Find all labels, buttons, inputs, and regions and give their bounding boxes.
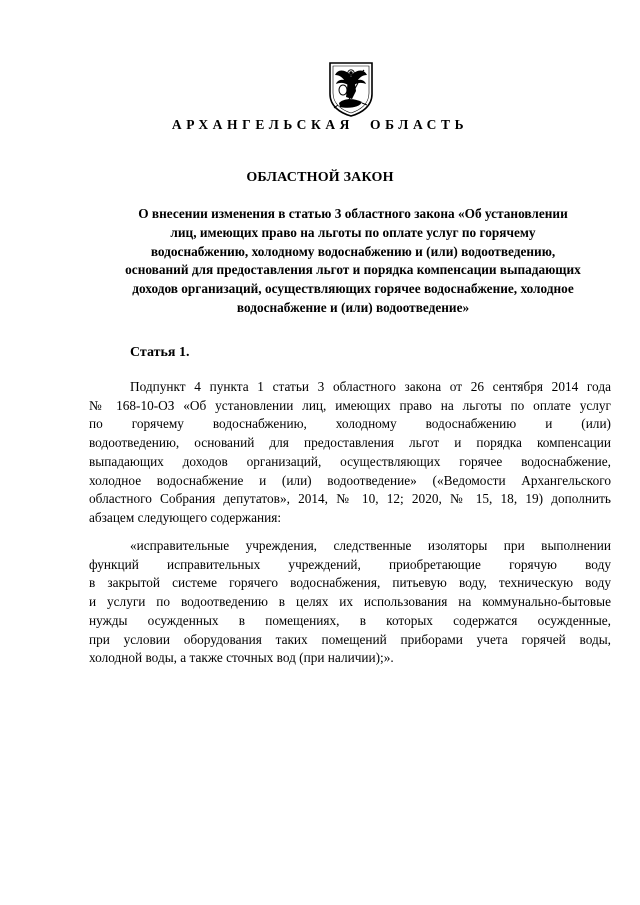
paragraph-line: функций исправительных учреждений, приобретающие горячую воду: [89, 556, 611, 572]
law-title: [98, 205, 608, 318]
paragraph-line: при условии оборудования таких помещений приборами учета горячей воды,: [89, 631, 611, 647]
paragraph-line: № 168-10-ОЗ «Об установлении лиц, имеющих право на льготы по оплате услуг: [89, 397, 611, 413]
paragraph-line: абзацем следующего содержания:: [89, 509, 282, 525]
law-title-line: водоснабжению, холодному водоснабжению и (или) водоотведению,: [150, 243, 556, 259]
law-title-line: оснований для предоставления льгот и порядка компенсации выпадающих: [125, 262, 581, 278]
paragraph-line: «исправительные учреждения, следственные изоляторы при выполнении: [130, 538, 611, 553]
paragraph-line: Подпункт 4 пункта 1 статьи 3 областного закона от 26 сентября 2014 года: [130, 379, 611, 394]
law-type-heading: ОБЛАСТНОЙ ЗАКОН: [246, 170, 394, 185]
paragraph-line: водоотведению, оснований для предоставления льгот и порядка компенсации: [89, 435, 611, 451]
paragraph-line: холодной воды, а также сточных вод (при наличии);».: [89, 650, 394, 666]
law-title-line: водоснабжение и (или) водоотведение»: [236, 299, 470, 315]
law-title-line: лиц, имеющих право на льготы по оплате услуг по горячему: [170, 224, 536, 240]
paragraph-line: областного Собрания депутатов», 2014, № 10, 12; 2020, № 15, 18, 19) дополнить: [89, 491, 611, 507]
article-paragraph-quote: [89, 537, 611, 668]
article-heading: Статья 1.: [130, 345, 190, 360]
paragraph-line: холодное водоснабжение и (или) водоотведение» («Ведомости Архангельского: [89, 472, 611, 488]
paragraph-line: по горячему водоснабжению, холодному водоснабжению и (или): [89, 416, 611, 432]
paragraph-line: в закрытой системе горячего водоснабжения, питьевую воду, техническую воду: [89, 575, 611, 591]
arkhangelsk-coat-of-arms-icon: [326, 61, 376, 117]
region-name: АРХАНГЕЛЬСКАЯ ОБЛАСТЬ: [171, 117, 469, 132]
paragraph-line: и услуги по водоотведению в целях их использования на коммунально-бытовые: [89, 594, 611, 610]
paragraph-line: выпадающих доходов организаций, осуществляющих горячее водоснабжение,: [89, 453, 611, 469]
law-title-line: О внесении изменения в статью 3 областного закона «Об установлении: [138, 206, 568, 221]
law-title-line: доходов организаций, осуществляющих горячее водоснабжение, холодное: [132, 281, 574, 297]
article-paragraph: [89, 378, 611, 528]
paragraph-line: нужды осужденных в помещениях, в которых содержатся осужденные,: [89, 612, 611, 628]
